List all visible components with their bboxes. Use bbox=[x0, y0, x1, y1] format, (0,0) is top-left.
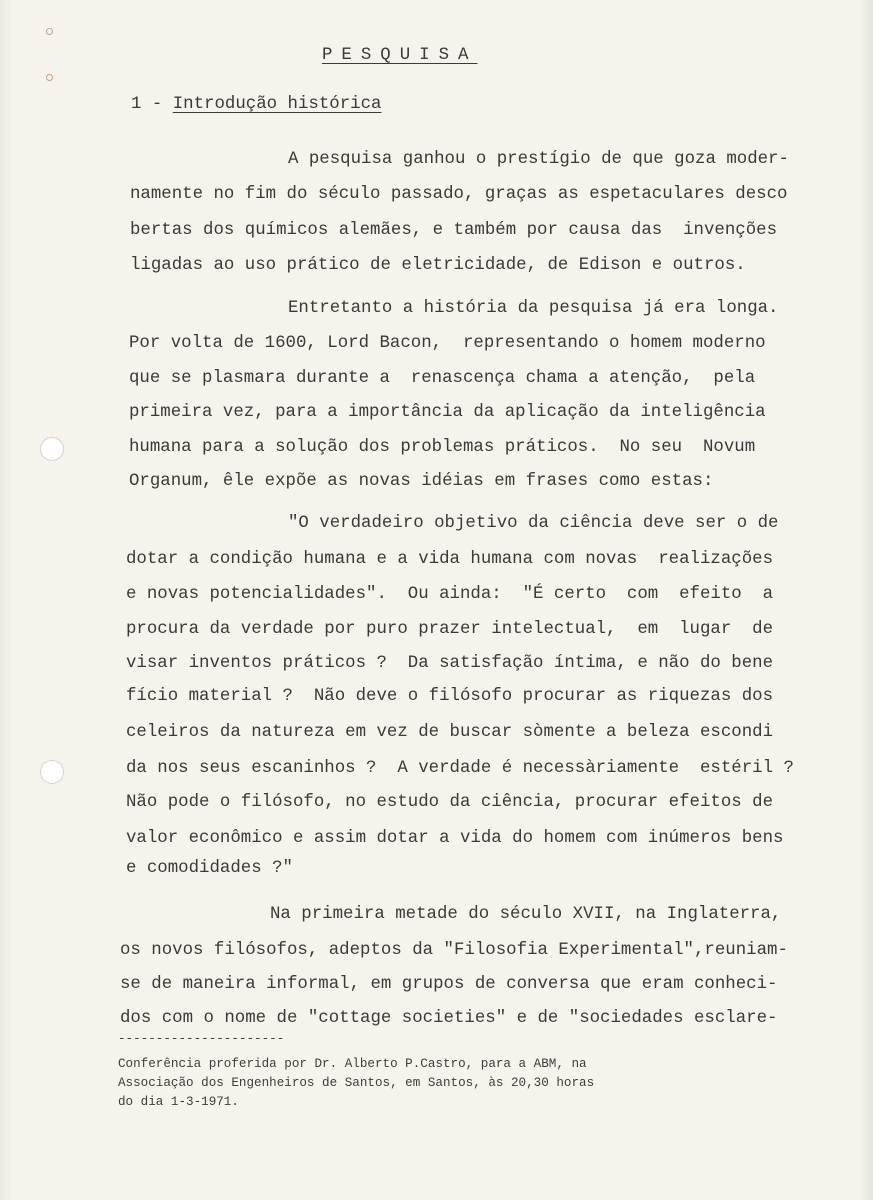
text-line: dos com o nome de "cottage societies" e de "sociedades esclare- bbox=[120, 1009, 778, 1028]
text-line: se de maneira informal, em grupos de conversa que eram conheci- bbox=[120, 975, 778, 994]
text-line: Organum, êle expõe as novas idéias em frases como estas: bbox=[129, 472, 714, 491]
text-line: Entretanto a história da pesquisa já era longa. bbox=[288, 299, 779, 318]
text-line: Por volta de 1600, Lord Bacon, representando o homem moderno bbox=[129, 334, 766, 353]
text-line: primeira vez, para a importância da aplicação da inteligência bbox=[129, 403, 766, 422]
footnote-line: Conferência proferida por Dr. Alberto P.Castro, para a ABM, na bbox=[118, 1057, 587, 1071]
text-line: A pesquisa ganhou o prestígio de que goza moder- bbox=[288, 150, 789, 169]
text-line: valor econômico e assim dotar a vida do homem com inúmeros bens bbox=[126, 829, 784, 848]
text-line: que se plasmara durante a renascença chama a atenção, pela bbox=[129, 369, 756, 388]
footnote-line: Associação dos Engenheiros de Santos, em Santos, às 20,30 horas bbox=[118, 1076, 595, 1090]
text-line: celeiros da natureza em vez de buscar sòmente a beleza escondi bbox=[126, 723, 774, 742]
text-line: e comodidades ?" bbox=[126, 859, 293, 878]
punch-hole bbox=[40, 760, 64, 784]
text-line: ligadas ao uso prático de eletricidade, de Edison e outros. bbox=[130, 256, 746, 275]
text-line: da nos seus escaninhos ? A verdade é necessàriamente estéril ? bbox=[126, 759, 794, 778]
text-line: procura da verdade por puro prazer intelectual, em lugar de bbox=[126, 620, 774, 639]
paper-mark bbox=[46, 74, 53, 81]
text-line: os novos filósofos, adeptos da "Filosofia Experimental",reuniam- bbox=[120, 941, 788, 960]
document-title: PESQUISA bbox=[322, 46, 478, 65]
footnote-line: do dia 1-3-1971. bbox=[118, 1095, 239, 1109]
text-line: bertas dos químicos alemães, e também por causa das invenções bbox=[130, 221, 778, 240]
footnote-separator: ---------------------- bbox=[118, 1032, 285, 1046]
section-title: Introdução histórica bbox=[172, 95, 382, 114]
text-line: "O verdadeiro objetivo da ciência deve ser o de bbox=[288, 514, 779, 533]
text-line: Na primeira metade do século XVII, na Inglaterra, bbox=[270, 905, 782, 924]
paper-mark bbox=[46, 28, 53, 35]
text-line: visar inventos práticos ? Da satisfação íntima, e não do bene bbox=[126, 654, 774, 673]
text-line: e novas potencialidades". Ou ainda: "É certo com efeito a bbox=[126, 585, 774, 604]
text-line: dotar a condição humana e a vida humana com novas realizações bbox=[126, 550, 774, 569]
punch-hole bbox=[40, 437, 64, 461]
text-line: namente no fim do século passado, graças as espetaculares desco bbox=[130, 185, 788, 204]
section-number: 1 - bbox=[131, 95, 163, 114]
section-heading bbox=[131, 95, 381, 115]
text-line: humana para a solução dos problemas práticos. No seu Novum bbox=[129, 438, 756, 457]
text-line: fício material ? Não deve o filósofo procurar as riquezas dos bbox=[126, 687, 774, 706]
text-line: Não pode o filósofo, no estudo da ciência, procurar efeitos de bbox=[126, 793, 774, 812]
